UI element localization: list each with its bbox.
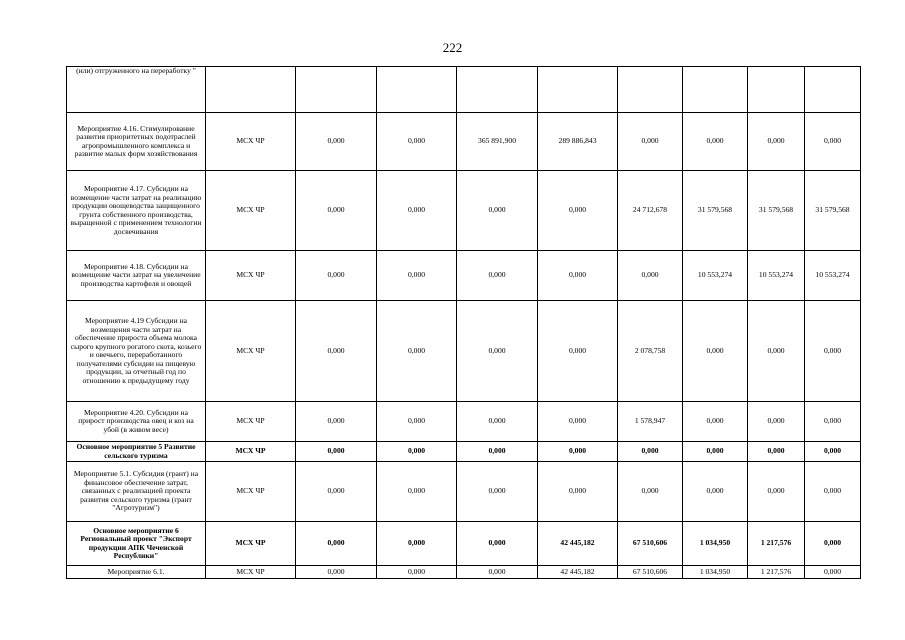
value-cell: 0,000 xyxy=(377,402,457,442)
value-cell: 0,000 xyxy=(748,301,805,402)
value-cell: 0,000 xyxy=(618,251,683,301)
value-cell: 0,000 xyxy=(296,442,377,462)
value-cell: 67 510,606 xyxy=(618,566,683,579)
value-cell: 1 578,947 xyxy=(618,402,683,442)
value-cell: 0,000 xyxy=(296,566,377,579)
value-cell: 0,000 xyxy=(748,442,805,462)
value-cell: 0,000 xyxy=(683,402,748,442)
value-cell: 0,000 xyxy=(377,113,457,171)
measure-name-cell: Мероприятие 6.1. xyxy=(67,566,206,579)
measure-name-cell: (или) отгруженного на переработку " xyxy=(67,67,206,113)
value-cell xyxy=(457,67,538,113)
value-cell: 2 078,758 xyxy=(618,301,683,402)
value-cell: 42 445,182 xyxy=(538,522,618,566)
value-cell: 0,000 xyxy=(296,462,377,522)
responsible-cell xyxy=(206,67,296,113)
table-row xyxy=(67,113,861,171)
value-cell xyxy=(805,67,861,113)
value-cell: 0,000 xyxy=(457,402,538,442)
value-cell: 0,000 xyxy=(296,171,377,251)
responsible-cell: МСХ ЧР xyxy=(206,113,296,171)
value-cell: 0,000 xyxy=(296,301,377,402)
table-row xyxy=(67,301,861,402)
value-cell: 0,000 xyxy=(377,171,457,251)
value-cell: 0,000 xyxy=(457,462,538,522)
value-cell: 0,000 xyxy=(296,251,377,301)
value-cell: 10 553,274 xyxy=(748,251,805,301)
value-cell: 0,000 xyxy=(683,442,748,462)
value-cell: 0,000 xyxy=(683,113,748,171)
value-cell: 0,000 xyxy=(457,566,538,579)
value-cell: 0,000 xyxy=(538,402,618,442)
value-cell: 24 712,678 xyxy=(618,171,683,251)
responsible-cell: МСХ ЧР xyxy=(206,442,296,462)
value-cell: 0,000 xyxy=(377,301,457,402)
value-cell: 0,000 xyxy=(377,442,457,462)
measure-name-cell: Мероприятие 4.20. Субсидии на прирост производства овец и коз на убой (в живом весе) xyxy=(67,402,206,442)
table-row xyxy=(67,522,861,566)
value-cell: 0,000 xyxy=(457,301,538,402)
responsible-cell: МСХ ЧР xyxy=(206,522,296,566)
value-cell: 365 891,900 xyxy=(457,113,538,171)
value-cell: 0,000 xyxy=(538,171,618,251)
value-cell: 0,000 xyxy=(683,301,748,402)
responsible-cell: МСХ ЧР xyxy=(206,251,296,301)
value-cell: 10 553,274 xyxy=(805,251,861,301)
measure-name-cell: Мероприятие 4.16. Стимулирование развития приоритетных подотраслей агропромышленного комплекса и развитие малых форм хозяйствования xyxy=(67,113,206,171)
value-cell xyxy=(683,67,748,113)
value-cell: 67 510,606 xyxy=(618,522,683,566)
value-cell xyxy=(296,67,377,113)
measure-name-cell: Основное мероприятие 5 Развитие сельского туризма xyxy=(67,442,206,462)
budget-table xyxy=(66,66,861,579)
value-cell: 0,000 xyxy=(805,402,861,442)
table-row xyxy=(67,442,861,462)
value-cell: 0,000 xyxy=(457,171,538,251)
value-cell: 0,000 xyxy=(748,113,805,171)
value-cell xyxy=(377,67,457,113)
value-cell: 1 034,950 xyxy=(683,566,748,579)
value-cell: 0,000 xyxy=(457,442,538,462)
value-cell: 0,000 xyxy=(538,462,618,522)
measure-name-cell: Мероприятие 4.19 Субсидии на возмещения части затрат на обеспечение прироста объема молока сырого крупного рогатого скота, козьего и овечьего, переработанного получателями субсидии на пищевую продукции, за отчетный год по отношению к предыдущему году xyxy=(67,301,206,402)
responsible-cell: МСХ ЧР xyxy=(206,171,296,251)
measure-name-cell: Мероприятие 5.1. Субсидия (грант) на финансовое обеспечение затрат, связанных с реализацией проекта развития сельского туризма (грант "Агротуризм") xyxy=(67,462,206,522)
value-cell: 0,000 xyxy=(296,522,377,566)
value-cell: 0,000 xyxy=(377,462,457,522)
value-cell: 0,000 xyxy=(377,566,457,579)
value-cell: 1 217,576 xyxy=(748,566,805,579)
value-cell: 0,000 xyxy=(683,462,748,522)
table-row xyxy=(67,67,861,113)
responsible-cell: МСХ ЧР xyxy=(206,462,296,522)
value-cell: 10 553,274 xyxy=(683,251,748,301)
value-cell: 31 579,568 xyxy=(683,171,748,251)
page-number: 222 xyxy=(442,40,463,55)
table-row xyxy=(67,251,861,301)
value-cell: 0,000 xyxy=(748,402,805,442)
value-cell: 0,000 xyxy=(748,462,805,522)
value-cell: 0,000 xyxy=(805,522,861,566)
value-cell: 1 034,950 xyxy=(683,522,748,566)
measure-name-cell: Основное мероприятие 6 Региональный проект "Экспорт продукции АПК Чеченской Республики" xyxy=(67,522,206,566)
value-cell: 0,000 xyxy=(377,251,457,301)
value-cell: 0,000 xyxy=(538,442,618,462)
value-cell: 0,000 xyxy=(618,462,683,522)
responsible-cell: МСХ ЧР xyxy=(206,301,296,402)
table-row xyxy=(67,462,861,522)
value-cell: 0,000 xyxy=(457,522,538,566)
table-row xyxy=(67,402,861,442)
value-cell: 0,000 xyxy=(805,442,861,462)
responsible-cell: МСХ ЧР xyxy=(206,566,296,579)
measure-name-cell: Мероприятие 4.17. Субсидии на возмещение части затрат на реализацию продукции овощеводства защищенного грунта собственного производства, выращенной с применением технологии досвечивания xyxy=(67,171,206,251)
value-cell: 0,000 xyxy=(805,113,861,171)
responsible-cell: МСХ ЧР xyxy=(206,402,296,442)
value-cell: 0,000 xyxy=(538,301,618,402)
value-cell: 0,000 xyxy=(805,301,861,402)
table-row xyxy=(67,566,861,579)
value-cell: 0,000 xyxy=(296,402,377,442)
measure-name-cell: Мероприятие 4.18. Субсидии на возмещение части затрат на увеличение производства картофеля и овощей xyxy=(67,251,206,301)
value-cell xyxy=(748,67,805,113)
value-cell xyxy=(538,67,618,113)
value-cell xyxy=(618,67,683,113)
value-cell: 0,000 xyxy=(618,113,683,171)
value-cell: 0,000 xyxy=(618,442,683,462)
table-body xyxy=(67,67,861,579)
value-cell: 0,000 xyxy=(377,522,457,566)
value-cell: 1 217,576 xyxy=(748,522,805,566)
value-cell: 0,000 xyxy=(805,462,861,522)
table-row xyxy=(67,171,861,251)
value-cell: 0,000 xyxy=(296,113,377,171)
value-cell: 289 886,843 xyxy=(538,113,618,171)
value-cell: 0,000 xyxy=(538,251,618,301)
value-cell: 0,000 xyxy=(805,566,861,579)
value-cell: 42 445,182 xyxy=(538,566,618,579)
value-cell: 31 579,568 xyxy=(805,171,861,251)
value-cell: 31 579,568 xyxy=(748,171,805,251)
value-cell: 0,000 xyxy=(457,251,538,301)
